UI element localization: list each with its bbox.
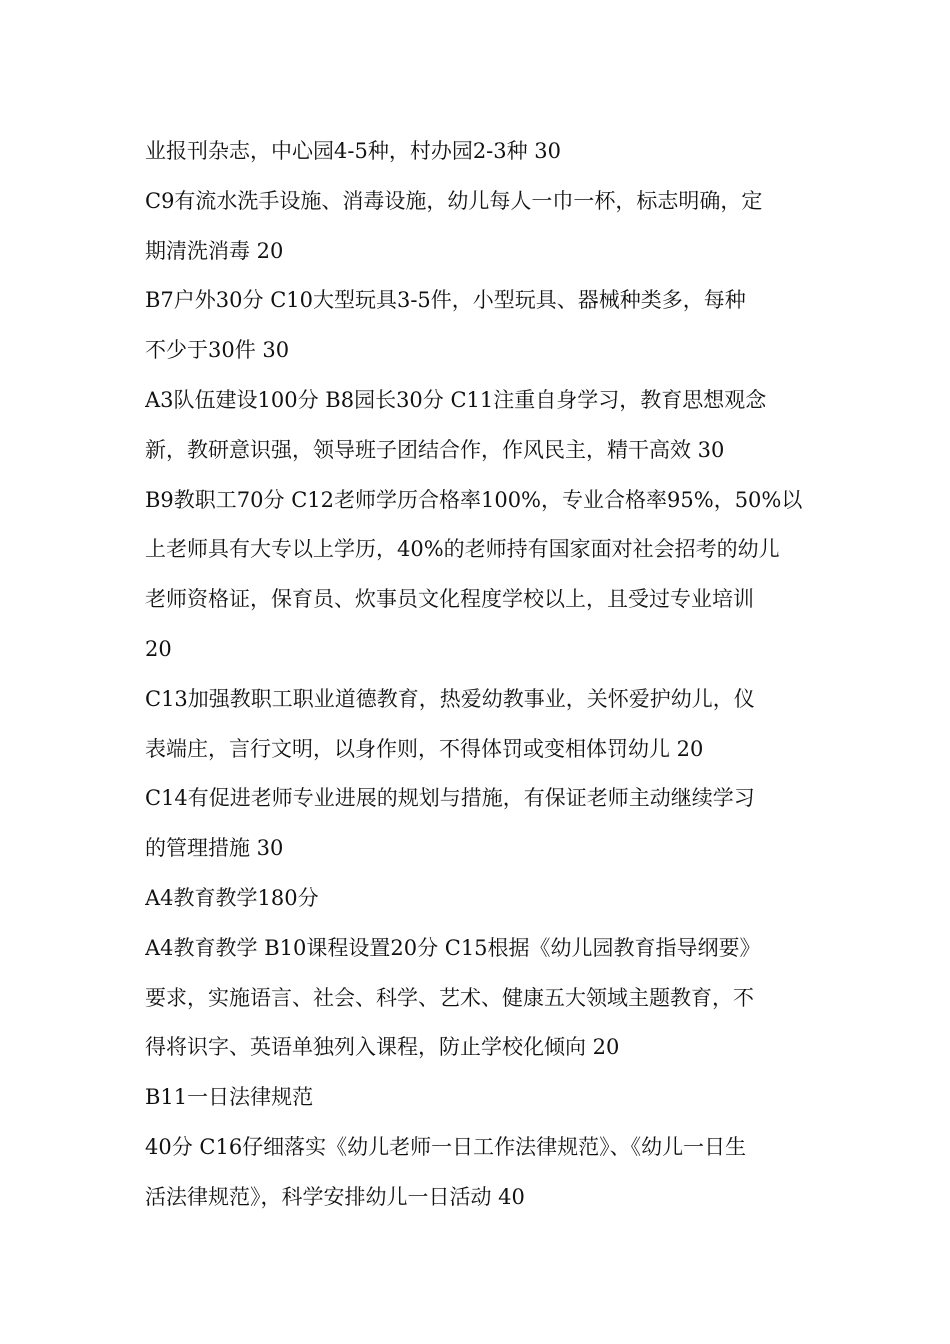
text-line: B9教职工70分 C12老师学历合格率100%，专业合格率95%，50%以 — [145, 487, 803, 512]
text-line: 20 — [145, 636, 172, 661]
text-line: 表端庄，言行文明，以身作则，不得体罚或变相体罚幼儿 20 — [145, 736, 704, 761]
document-body — [145, 131, 810, 1227]
text-line: A4教育教学180分 — [145, 885, 319, 910]
text-line: 不少于30件 30 — [145, 338, 290, 363]
text-line: 上老师具有大专以上学历，40%的老师持有国家面对社会招考的幼儿 — [145, 537, 780, 562]
text-line: 活法律规范》，科学安排幼儿一日活动 40 — [145, 1184, 525, 1209]
text-line: 业报刊杂志，中心园4-5种，村办园2-3种 30 — [145, 139, 562, 163]
text-line: B7户外30分 C10大型玩具3-5件，小型玩具、器械种类多，每种 — [145, 288, 746, 313]
text-line: 得将识字、英语单独列入课程，防止学校化倾向 20 — [145, 1035, 620, 1060]
text-line: 期清洗消毒 20 — [145, 238, 284, 263]
text-line: 要求，实施语言、社会、科学、艺术、健康五大领域主题教育，不 — [145, 985, 754, 1010]
text-line: B11一日法律规范 — [145, 1085, 314, 1110]
text-line: C13加强教职工职业道德教育，热爱幼教事业，关怀爱护幼儿，仪 — [145, 686, 755, 711]
text-line: A4教育教学 B10课程设置20分 C15根据《幼儿园教育指导纲要》 — [145, 935, 761, 960]
text-line: 老师资格证，保育员、炊事员文化程度学校以上，且受过专业培训 — [145, 587, 754, 612]
text-line: 的管理措施 30 — [145, 836, 284, 861]
text-line: A3队伍建设100分 B8园长30分 C11注重自身学习，教育思想观念 — [145, 387, 767, 412]
text-line: C9有流水洗手设施、消毒设施，幼儿每人一巾一杯，标志明确，定 — [145, 188, 763, 213]
text-line: C14有促进老师专业进展的规划与措施，有保证老师主动继续学习 — [145, 786, 755, 811]
text-line: 40分 C16仔细落实《幼儿老师一日工作法律规范》、《幼儿一日生 — [145, 1134, 747, 1159]
text-line: 新，教研意识强，领导班子团结合作，作风民主，精干高效 30 — [145, 437, 725, 462]
